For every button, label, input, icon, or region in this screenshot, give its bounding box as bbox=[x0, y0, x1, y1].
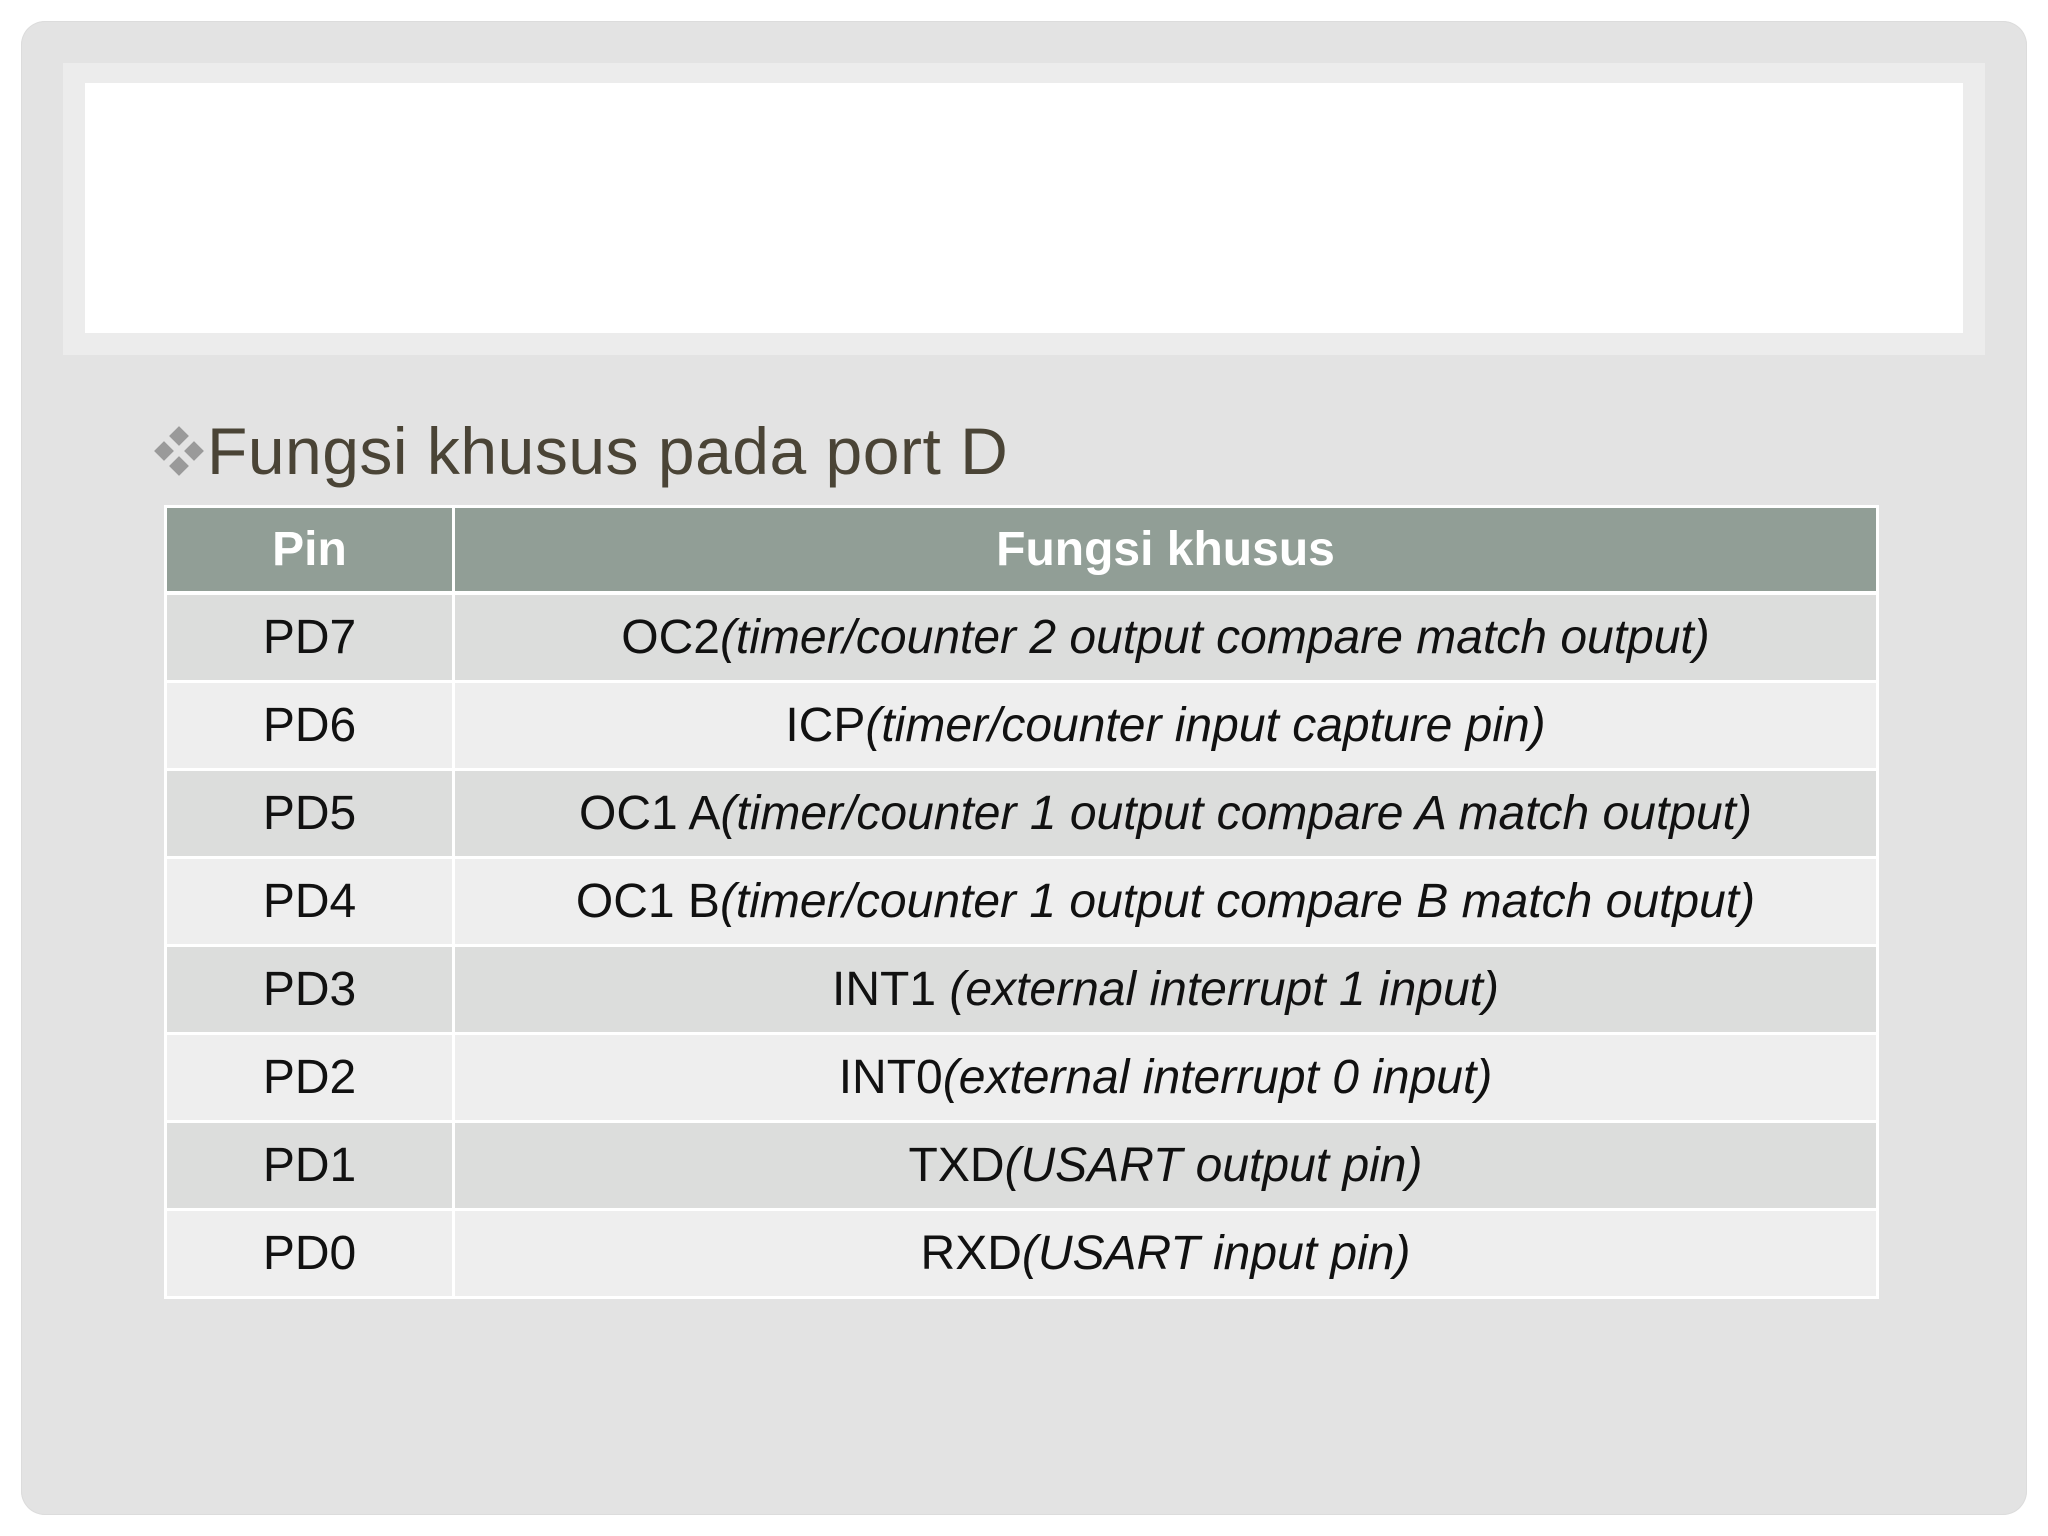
function-cell bbox=[454, 1122, 1878, 1210]
function-description: (external interrupt 0 input) bbox=[942, 1051, 1493, 1104]
pin-cell: PD0 bbox=[166, 1210, 454, 1298]
function-cell bbox=[454, 946, 1878, 1034]
bullet-item bbox=[153, 406, 1008, 496]
pin-cell: PD5 bbox=[166, 770, 454, 858]
function-cell bbox=[454, 1034, 1878, 1122]
pin-cell: PD2 bbox=[166, 1034, 454, 1122]
pin-cell: PD4 bbox=[166, 858, 454, 946]
header-pin: Pin bbox=[166, 507, 454, 594]
table-row bbox=[166, 770, 1878, 858]
pin-function-table bbox=[164, 505, 1879, 1299]
table-row bbox=[166, 858, 1878, 946]
function-description: (external interrupt 1 input) bbox=[949, 963, 1499, 1016]
pin-cell: PD3 bbox=[166, 946, 454, 1034]
title-placeholder bbox=[85, 83, 1963, 333]
function-description: (USART input pin) bbox=[1021, 1227, 1411, 1280]
title-frame bbox=[63, 63, 1985, 355]
table-row bbox=[166, 593, 1878, 682]
table-row bbox=[166, 1122, 1878, 1210]
function-cell bbox=[454, 682, 1878, 770]
function-code: OC1 A bbox=[578, 787, 721, 840]
four-diamond-bullet-icon bbox=[153, 425, 205, 477]
function-code: OC1 B bbox=[575, 875, 720, 928]
function-code: ICP bbox=[785, 699, 866, 752]
function-cell bbox=[454, 770, 1878, 858]
pin-cell: PD1 bbox=[166, 1122, 454, 1210]
table-row bbox=[166, 1034, 1878, 1122]
table-row bbox=[166, 1210, 1878, 1298]
function-code: INT1 bbox=[832, 963, 950, 1016]
function-cell bbox=[454, 858, 1878, 946]
pin-cell: PD6 bbox=[166, 682, 454, 770]
function-description: (timer/counter 1 output compare B match output) bbox=[719, 875, 1756, 928]
header-function: Fungsi khusus bbox=[454, 507, 1878, 594]
function-code: TXD bbox=[908, 1139, 1005, 1192]
function-cell bbox=[454, 1210, 1878, 1298]
table-header-row bbox=[166, 507, 1878, 594]
function-description: (timer/counter input capture pin) bbox=[865, 699, 1546, 752]
pin-cell: PD7 bbox=[166, 593, 454, 682]
bullet-text: Fungsi khusus pada port D bbox=[207, 414, 1009, 488]
function-code: OC2 bbox=[621, 611, 720, 664]
table-row bbox=[166, 682, 1878, 770]
function-description: (timer/counter 2 output compare match output) bbox=[719, 611, 1710, 664]
function-code: INT0 bbox=[838, 1051, 943, 1104]
function-description: (timer/counter 1 output compare A match output) bbox=[720, 787, 1752, 840]
table-row bbox=[166, 946, 1878, 1034]
function-description: (USART output pin) bbox=[1004, 1139, 1423, 1192]
function-code: RXD bbox=[920, 1227, 1022, 1280]
function-cell bbox=[454, 593, 1878, 682]
